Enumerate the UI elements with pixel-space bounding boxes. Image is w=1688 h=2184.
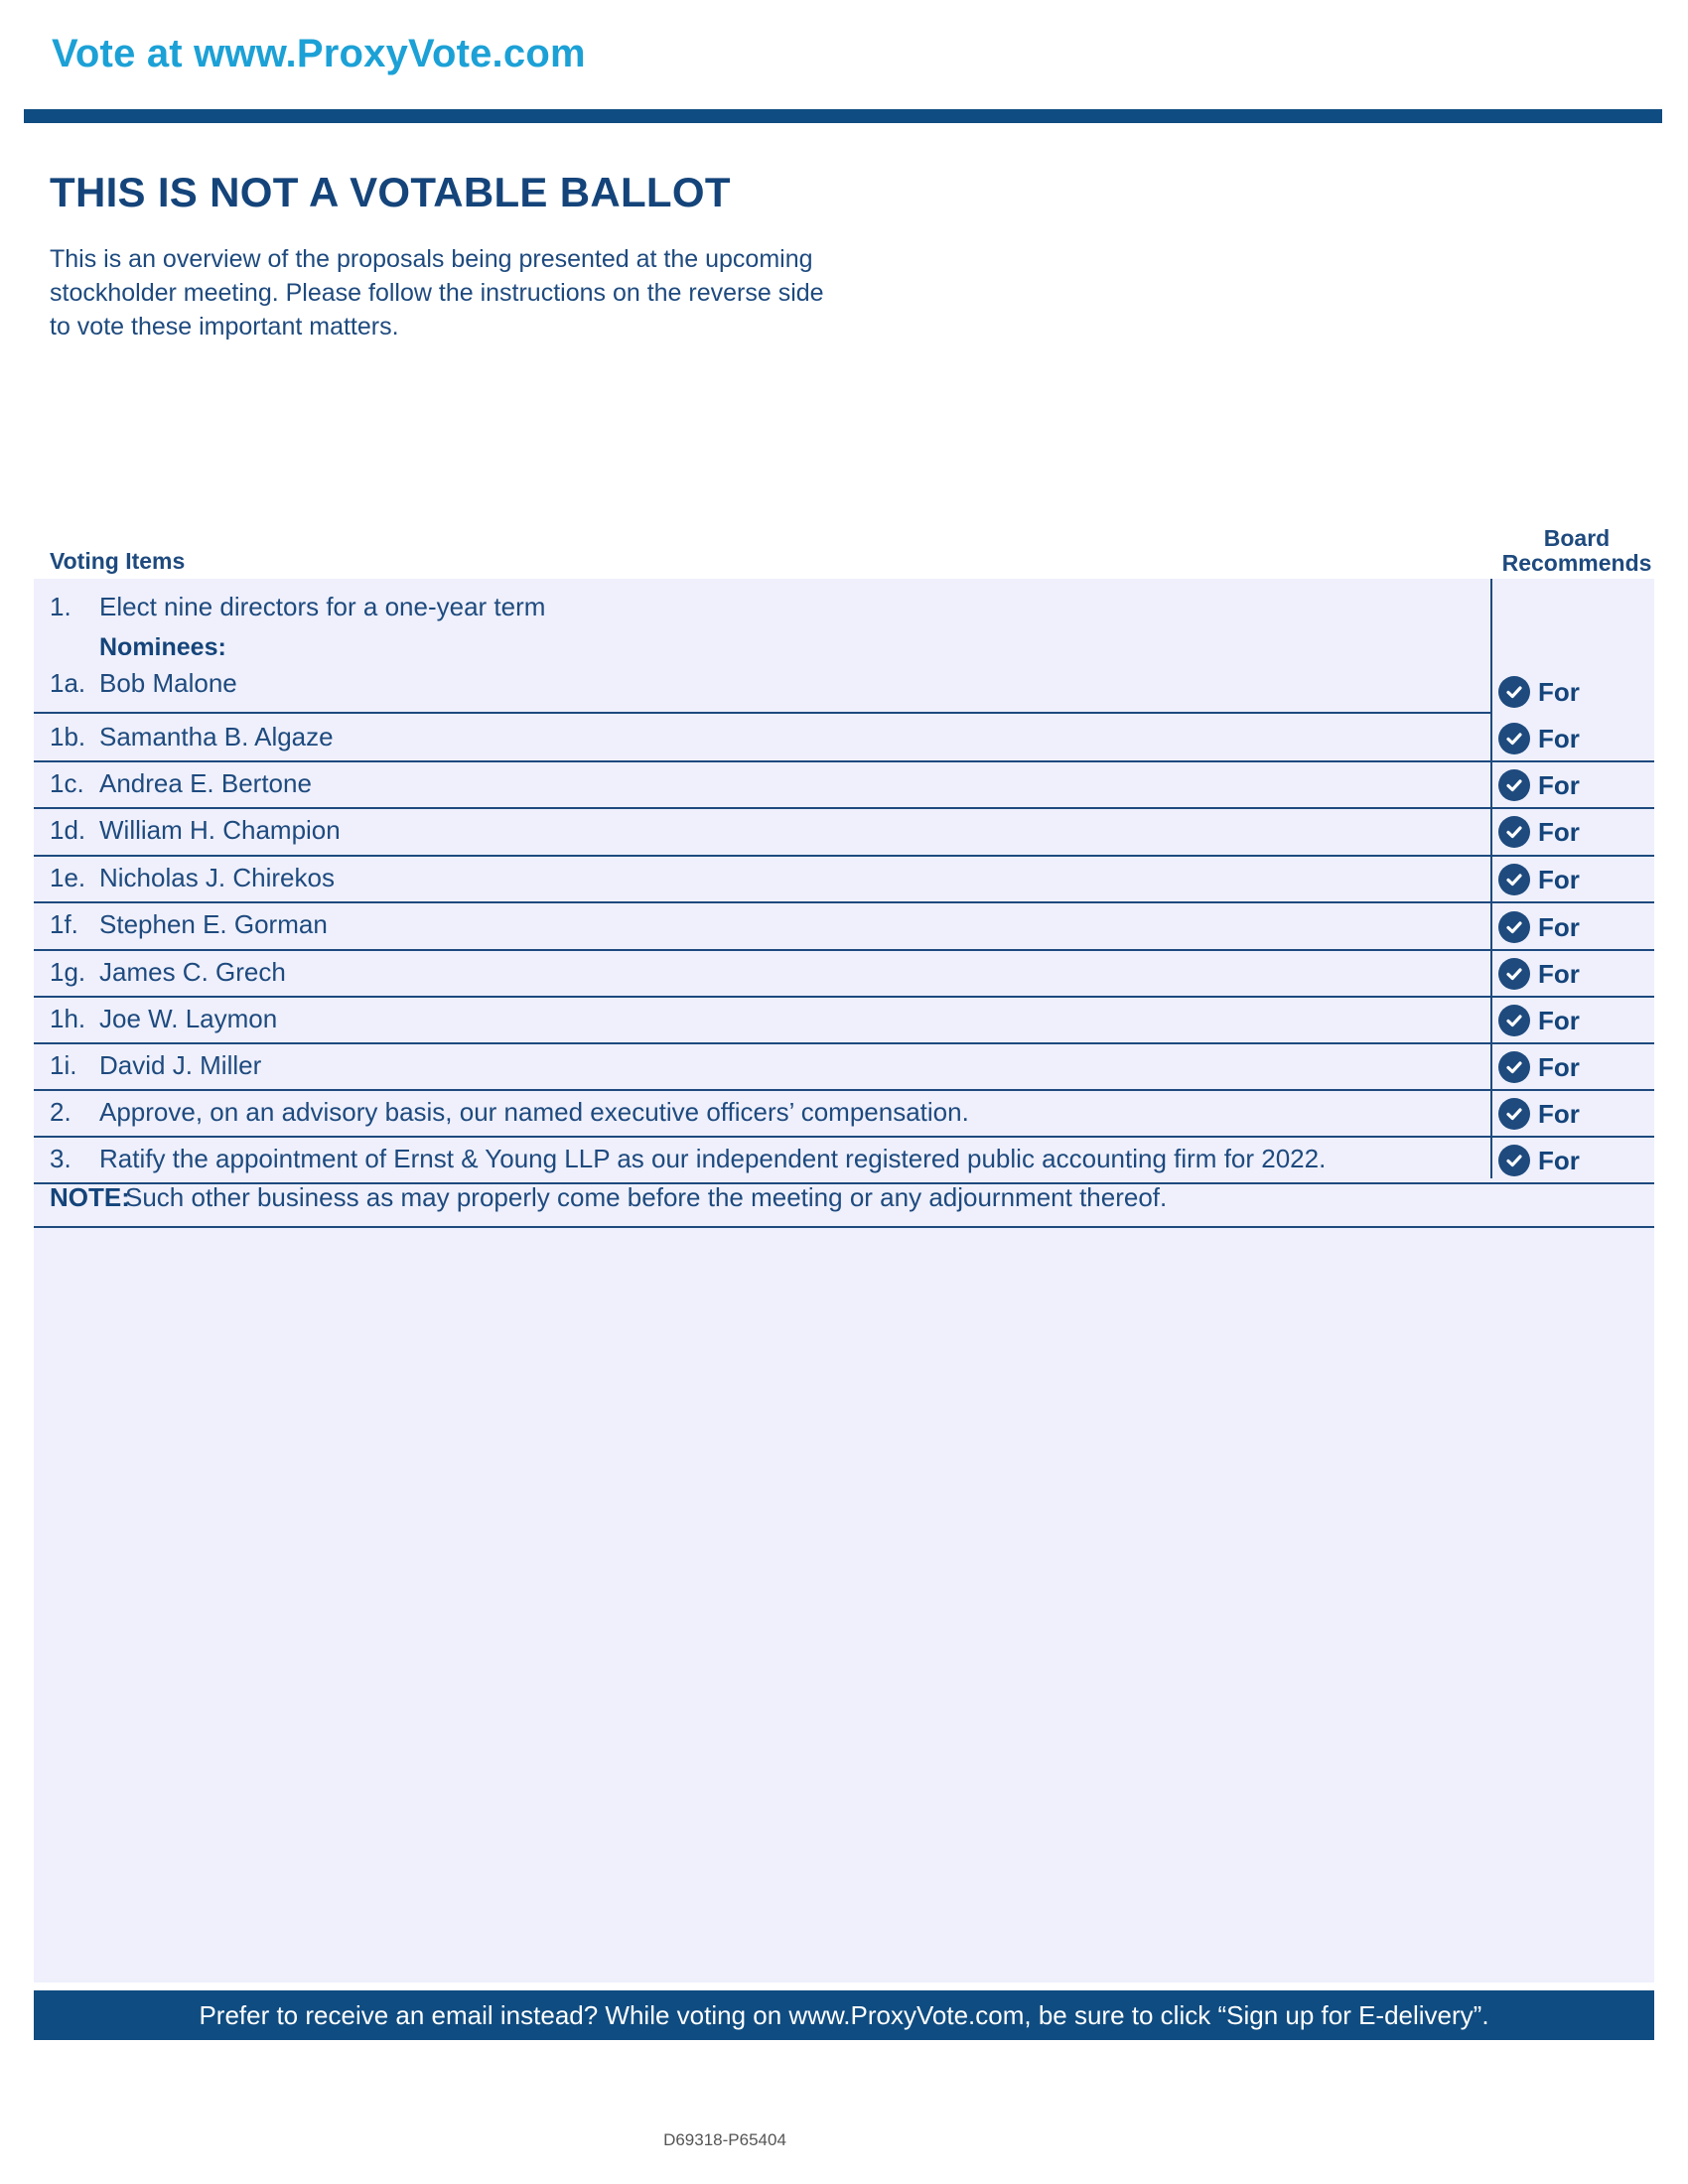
recommendation-label: For: [1538, 1051, 1580, 1082]
recommendation-label: For: [1538, 769, 1580, 800]
item-text: Joe W. Laymon: [99, 1004, 278, 1033]
nominee-row-1e: [34, 857, 1654, 903]
check-circle-icon: [1498, 769, 1530, 801]
nominee-row-1g: [34, 951, 1654, 998]
item-number: 1i.: [50, 1050, 77, 1080]
recommendation-label: For: [1538, 816, 1580, 847]
item-text: Stephen E. Gorman: [99, 909, 328, 939]
item-number: 1e.: [50, 863, 86, 892]
item-number: 1g.: [50, 957, 86, 987]
recommendation-label: For: [1538, 958, 1580, 989]
item-text: Samantha B. Algaze: [99, 722, 334, 751]
recommendation-3: [1498, 1145, 1580, 1176]
board-recommends-header: [1489, 526, 1664, 576]
nominee-row-1i: [34, 1044, 1654, 1091]
recommendation-1e: [1498, 864, 1580, 895]
recommendation-1a: [1498, 676, 1580, 708]
voting-item-2: [34, 1091, 1654, 1138]
item-number: 2.: [50, 1097, 71, 1127]
recommendation-label: For: [1538, 1098, 1580, 1129]
recommendation-label: For: [1538, 1005, 1580, 1035]
check-circle-icon: [1498, 1005, 1530, 1036]
item-text: Andrea E. Bertone: [99, 768, 312, 798]
board-recommends-line2: Recommends: [1501, 550, 1652, 576]
recommendation-1h: [1498, 1005, 1580, 1036]
nominee-row-1h: [34, 998, 1654, 1044]
item-number: 1c.: [50, 768, 84, 798]
recommendation-1d: [1498, 816, 1580, 848]
item-text: Approve, on an advisory basis, our named executive officers’ compensation.: [99, 1097, 969, 1127]
item-text: Nicholas J. Chirekos: [99, 863, 335, 892]
recommendation-1c: [1498, 769, 1580, 801]
nominee-row-1f: [34, 903, 1654, 951]
recommendation-label: For: [1538, 864, 1580, 894]
item-number: 1f.: [50, 909, 78, 939]
item-number: 1d.: [50, 815, 86, 845]
header-rule: [24, 109, 1662, 123]
check-circle-icon: [1498, 1051, 1530, 1083]
page-title: THIS IS NOT A VOTABLE BALLOT: [50, 169, 731, 215]
edelivery-banner: Prefer to receive an email instead? While voting on www.ProxyVote.com, be sure to click “Sign up for E-delivery”.: [34, 1990, 1654, 2040]
check-circle-icon: [1498, 1145, 1530, 1176]
check-circle-icon: [1498, 723, 1530, 754]
voting-item-3: [34, 1138, 1654, 1184]
check-circle-icon: [1498, 676, 1530, 708]
note-text: Such other business as may properly come before the meeting or any adjournment thereof.: [125, 1182, 1168, 1212]
nominee-row-1d: [34, 809, 1654, 857]
intro-text: This is an overview of the proposals being presented at the upcoming stockholder meeting. Please follow the instructions on the reverse side to vote these important matters.: [50, 245, 824, 341]
recommendation-label: For: [1538, 1145, 1580, 1175]
check-circle-icon: [1498, 1098, 1530, 1130]
recommendation-1i: [1498, 1051, 1580, 1083]
recommendation-2: [1498, 1098, 1580, 1130]
board-recommends-line1: Board: [1543, 525, 1611, 551]
item-number: 1.: [50, 592, 71, 621]
item-text: Bob Malone: [99, 668, 237, 698]
item-text: Elect nine directors for a one-year term: [99, 592, 546, 621]
note-label: NOTE:: [50, 1182, 130, 1212]
recommendation-1b: [1498, 723, 1580, 754]
item-text: Ratify the appointment of Ernst & Young LLP as our independent registered public accounting firm for 2022.: [99, 1144, 1327, 1173]
recommendation-label: For: [1538, 911, 1580, 942]
voting-items-header: Voting Items: [50, 548, 186, 574]
nominee-row-1a: [34, 668, 1490, 714]
item-text: William H. Champion: [99, 815, 341, 845]
note-row: [34, 1182, 1654, 1228]
check-circle-icon: [1498, 911, 1530, 943]
nominees-heading: Nominees:: [99, 633, 226, 661]
nominee-row-1b: [34, 716, 1654, 762]
item-number: 3.: [50, 1144, 71, 1173]
recommendation-label: For: [1538, 676, 1580, 707]
item-number: 1b.: [50, 722, 86, 751]
check-circle-icon: [1498, 958, 1530, 990]
document-code: D69318-P65404: [663, 2130, 786, 2149]
vote-link[interactable]: Vote at www.ProxyVote.com: [52, 32, 586, 75]
recommendation-1f: [1498, 911, 1580, 943]
recommendation-1g: [1498, 958, 1580, 990]
item-text: David J. Miller: [99, 1050, 262, 1080]
item-number: 1a.: [50, 668, 86, 698]
recommendation-label: For: [1538, 723, 1580, 753]
item-number: 1h.: [50, 1004, 86, 1033]
item-text: James C. Grech: [99, 957, 286, 987]
check-circle-icon: [1498, 864, 1530, 895]
check-circle-icon: [1498, 816, 1530, 848]
nominee-row-1c: [34, 762, 1654, 809]
